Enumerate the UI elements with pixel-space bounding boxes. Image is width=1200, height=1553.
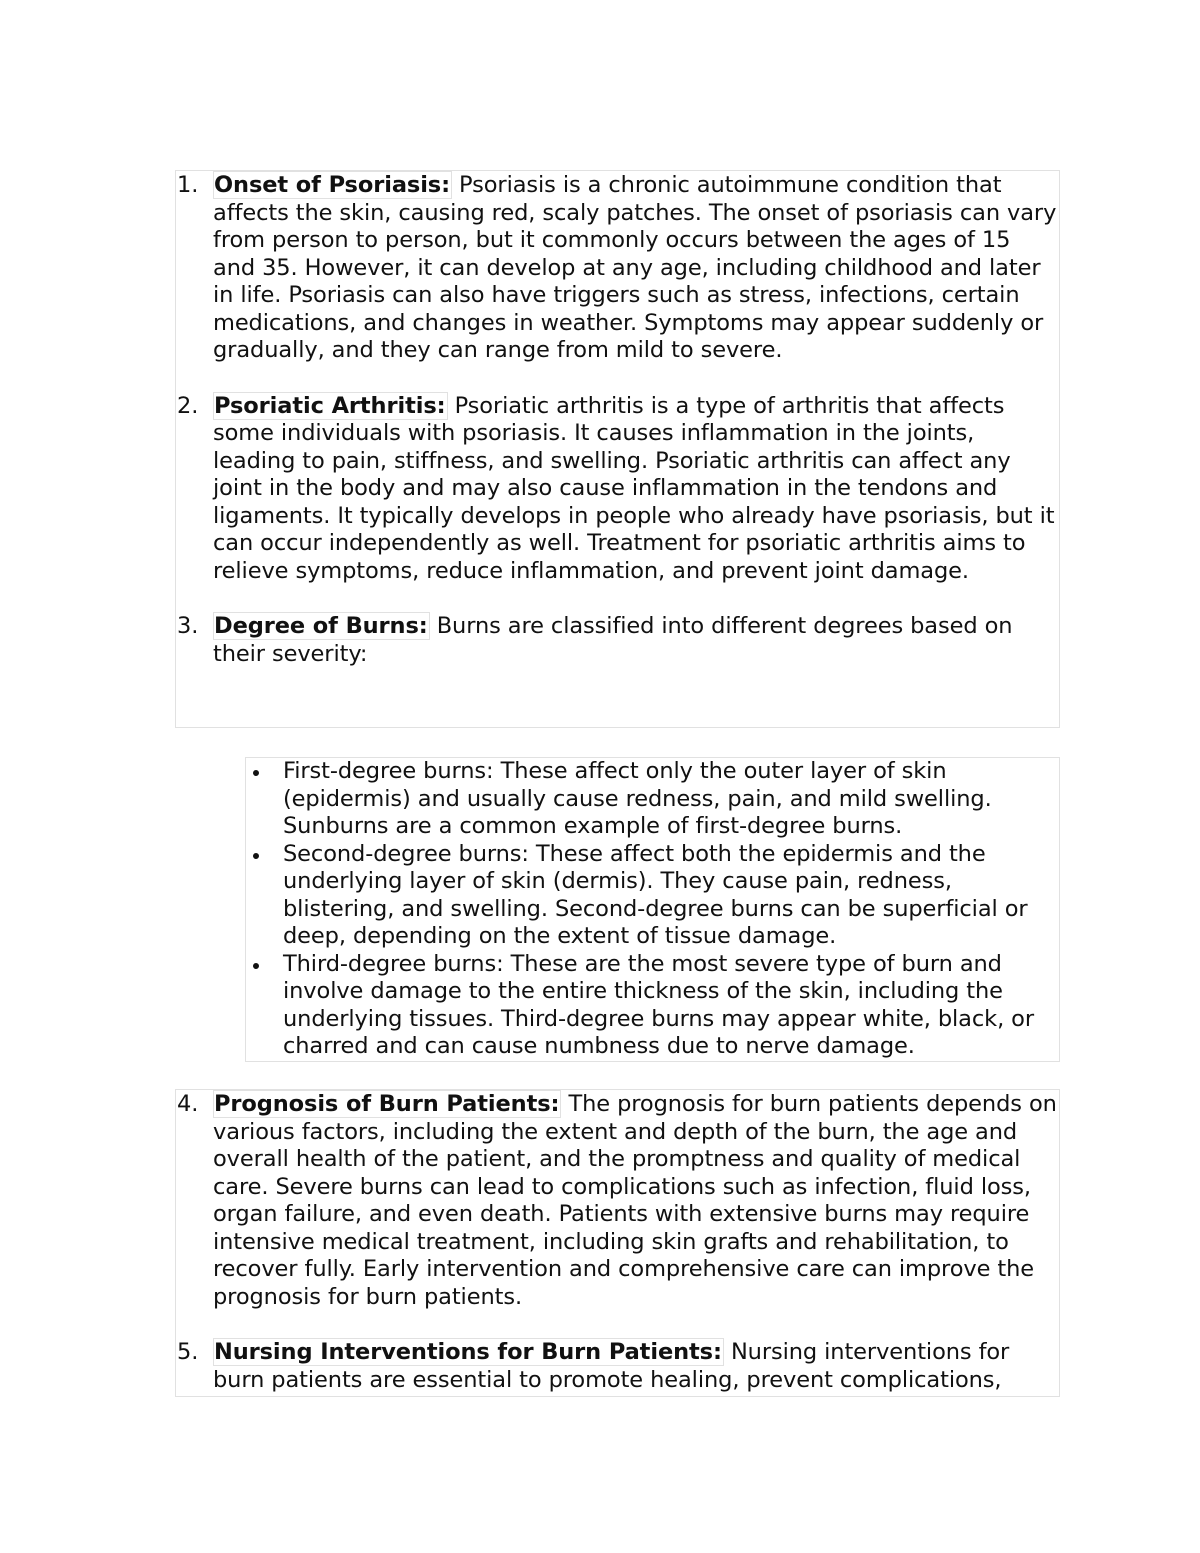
spacer [176, 365, 1059, 393]
bullet-text: Second-degree burns: These affect both the epidermis and the underlying layer of skin (dermis). They cause pain, redness, blistering, and swelling. Second-degree burns can be superficial or deep, depending on the extent of tissue damage. [283, 840, 1028, 949]
spacer [176, 585, 1059, 613]
bullet-item-first-degree [246, 758, 1059, 841]
bullet-text: First-degree burns: These affect only the outer layer of skin (epidermis) and usually cause redness, pain, and mild swelling. Sunburns are a common example of first-degree burns. [283, 758, 992, 839]
term-heading: Nursing Interventions for Burn Patients: [214, 1339, 722, 1365]
bullet-item-third-degree [246, 951, 1059, 1061]
numbered-list-block-2 [175, 1089, 1060, 1397]
list-item-onset-of-psoriasis [176, 172, 1059, 365]
list-item-degree-of-burns [176, 613, 1059, 668]
term-heading: Psoriatic Arthritis: [214, 392, 446, 419]
bullet-icon [253, 853, 259, 859]
list-number: 2. [177, 392, 199, 419]
list-item-prognosis-of-burn-patients [176, 1091, 1059, 1311]
term-heading: Prognosis of Burn Patients: [214, 1091, 560, 1117]
burn-degrees-list [245, 757, 1060, 1062]
list-number: 4. [177, 1091, 199, 1117]
spacer [176, 1311, 1059, 1339]
item-text: Nursing interventions for burn patients are essential to promote healing, prevent complications, [213, 1339, 1010, 1393]
list-item-psoriatic-arthritis [176, 393, 1059, 586]
item-text: The prognosis for burn patients depends on various factors, including the extent and depth of the burn, the age and overall health of the patient, and the promptness and quality of medical care. Severe burns can lead to complications such as infection, fluid loss, organ failure, and even death. Patients with extensive burns may require intensive medical treatment, including skin grafts and rehabilitation, to recover fully. Early intervention and comprehensive care can improve the prognosis for burn patients. [213, 1091, 1057, 1310]
term-heading: Degree of Burns: [214, 613, 428, 639]
bullet-item-second-degree [246, 841, 1059, 951]
item-text: Psoriasis is a chronic autoimmune condition that affects the skin, causing red, scaly patches. The onset of psoriasis can vary from person to person, but it commonly occurs between the ages of 15 and 35. However, it can develop at any age, including childhood and later in life. Psoriasis can also have triggers such as stress, infections, certain medications, and changes in weather. Symptoms may appear suddenly or gradually, and they can range from mild to severe. [213, 172, 1057, 363]
term-heading: Onset of Psoriasis: [214, 172, 450, 198]
list-number: 5. [177, 1339, 199, 1365]
item-text: Psoriatic arthritis is a type of arthritis that affects some individuals with psoriasis. It causes inflammation in the joints, leading to pain, stiffness, and swelling. Psoriatic arthritis can affect any joint in the body and may also cause inflammation in the tendons and ligaments. It typically develops in people who already have psoriasis, but it can occur independently as well. Treatment for psoriatic arthritis aims to relieve symptoms, reduce inflammation, and prevent joint damage. [213, 392, 1055, 584]
list-item-nursing-interventions [176, 1339, 1059, 1394]
numbered-list-block-1 [175, 170, 1060, 728]
list-number: 1. [177, 172, 199, 198]
list-number: 3. [177, 613, 199, 639]
bullet-icon [253, 963, 259, 969]
bullet-icon [253, 770, 259, 776]
item-text: Burns are classified into different degrees based on their severity: [213, 613, 1013, 667]
bullet-text: Third-degree burns: These are the most severe type of burn and involve damage to the entire thickness of the skin, including the underlying tissues. Third-degree burns may appear white, black, or charred and can cause numbness due to nerve damage. [283, 950, 1034, 1059]
